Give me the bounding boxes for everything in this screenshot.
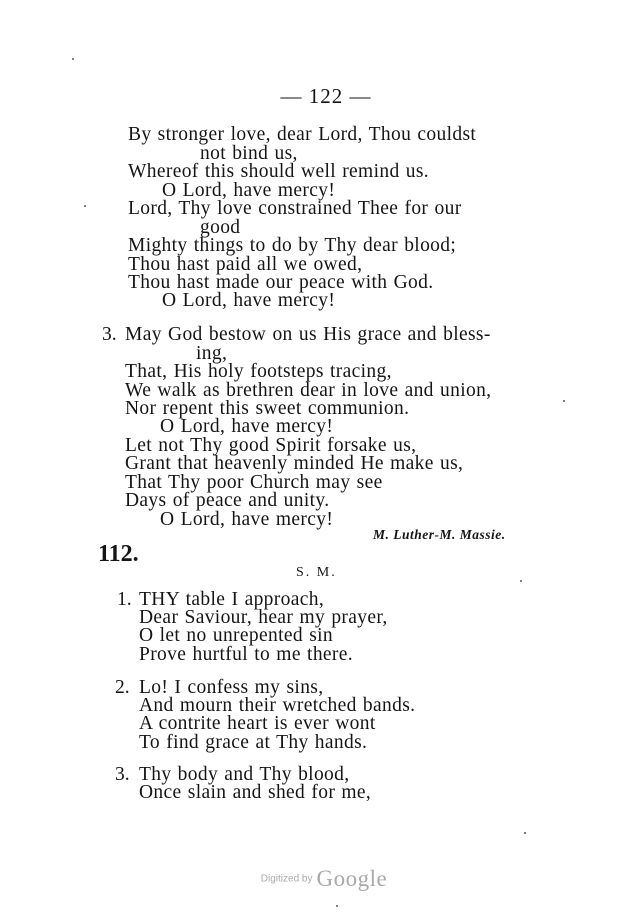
hymn-number: 112. [98, 541, 139, 567]
verse-line: May God bestow on us His grace and bless- [125, 324, 491, 345]
verse-line: Thy body and Thy blood, [139, 764, 350, 785]
verse-line: Nor repent this sweet communion. [125, 398, 410, 419]
verse-line: Let not Thy good Spirit forsake us, [125, 435, 417, 456]
hymn-meter: S. M. [296, 565, 337, 580]
verse-line: Mighty things to do by Thy dear blood; [128, 235, 457, 256]
stanza-number: 1. [117, 589, 132, 610]
verse-refrain: O Lord, have mercy! [162, 290, 336, 311]
verse-line: That Thy poor Church may see [125, 472, 383, 493]
digitized-by-label: Digitized by [260, 873, 313, 885]
verse-line: We walk as brethren dear in love and union, [125, 380, 492, 401]
verse-line: not bind us, [200, 143, 298, 164]
scan-speck [84, 205, 86, 207]
stanza-number: 2. [115, 677, 130, 698]
verse-refrain: O Lord, have mercy! [160, 509, 334, 530]
verse-line: Thou hast paid all we owed, [128, 254, 363, 275]
verse-line: Days of peace and unity. [125, 490, 330, 511]
digitized-watermark [0, 866, 640, 892]
verse-line: Lord, Thy love constrained Thee for our [128, 198, 462, 219]
verse-line: Grant that heavenly minded He make us, [125, 453, 464, 474]
verse-line: O let no unrepented sin [139, 625, 334, 646]
page-number: — 122 — [280, 84, 372, 108]
verse-line: Once slain and shed for me, [139, 782, 372, 803]
scan-speck [336, 905, 338, 907]
verse-line: And mourn their wretched bands. [139, 695, 416, 716]
verse-refrain: O Lord, have mercy! [162, 180, 336, 201]
verse-line: Prove hurtful to me there. [139, 644, 354, 665]
scan-speck [520, 580, 522, 582]
scan-speck [524, 832, 526, 834]
stanza-number: 3. [102, 324, 117, 345]
verse-refrain: O Lord, have mercy! [160, 416, 334, 437]
verse-line: A contrite heart is ever wont [139, 713, 376, 734]
verse-line: Thou hast made our peace with God. [128, 272, 434, 293]
google-logo: Google [316, 866, 388, 891]
scan-speck [72, 58, 74, 60]
verse-line: good [200, 217, 241, 238]
verse-line: Dear Saviour, hear my prayer, [139, 607, 388, 628]
verse-line: Lo! I confess my sins, [139, 677, 324, 698]
stanza-number: 3. [115, 764, 130, 785]
verse-line: Whereof this should well remind us. [128, 161, 430, 182]
verse-line: To find grace at Thy hands. [139, 732, 368, 753]
verse-line: That, His holy footsteps tracing, [125, 361, 392, 382]
verse-line: ing, [196, 343, 228, 364]
scan-speck [563, 400, 565, 402]
verse-line: By stronger love, dear Lord, Thou couldst [128, 124, 477, 145]
hymn-author: M. Luther-M. Massie. [373, 527, 506, 542]
verse-line: THY table I approach, [139, 589, 325, 610]
